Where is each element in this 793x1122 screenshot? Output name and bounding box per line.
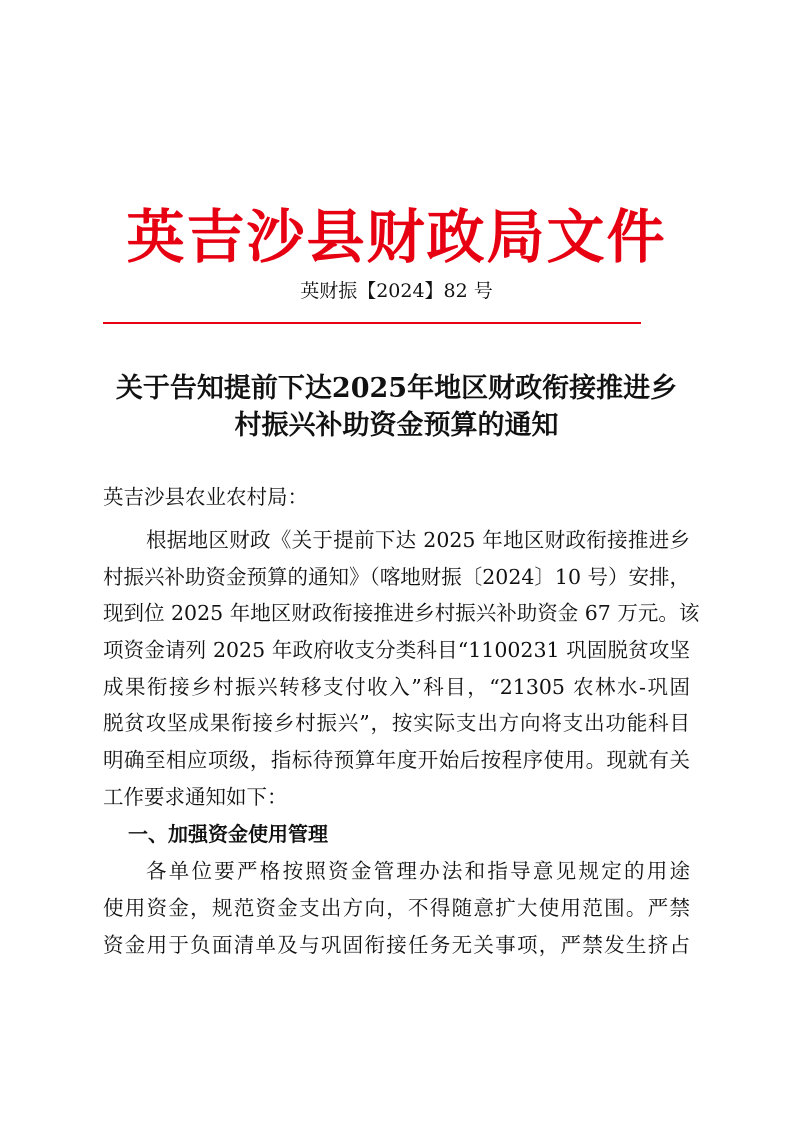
document-title-line-2: 村振兴补助资金预算的通知 (234, 410, 559, 441)
paragraph-line: 工作要求通知如下： (103, 785, 288, 809)
paragraph-line: 成果衔接乡村振兴转移支付收入”科目，“21305 农林水-巩固 (103, 675, 690, 699)
paragraph-line: 村振兴补助资金预算的通知》（喀地财振〔2024〕10 号）安排， (103, 565, 691, 589)
document-title-line-1: 关于告知提前下达2025年地区财政衔接推进乡 (115, 373, 678, 404)
paragraph-line: 现到位 2025 年地区财政衔接推进乡村振兴补助资金 67 万元。该 (103, 601, 700, 625)
paragraph-line: 项资金请列 2025 年政府收支分类科目“1100231 巩固脱贫攻坚 (103, 638, 690, 662)
addressee: 英吉沙县农业农村局： (103, 485, 308, 509)
paragraph-line: 使用资金，规范资金支出方向，不得随意扩大使用范围。严禁 (103, 896, 690, 920)
paragraph-line: 脱贫攻坚成果衔接乡村振兴”，按实际支出方向将支出功能科目 (103, 711, 690, 735)
section-heading: 一、加强资金使用管理 (128, 822, 328, 846)
paragraph-line: 资金用于负面清单及与巩固衔接任务无关事项，严禁发生挤占 (103, 933, 690, 957)
document-number: 英财振【2024】82 号 (300, 280, 493, 302)
red-divider (103, 322, 641, 324)
paragraph-line: 明确至相应项级，指标待预算年度开始后按程序使用。现就有关 (103, 748, 690, 772)
issuer-header: 英吉沙县财政局文件 (126, 203, 667, 271)
paragraph-line: 根据地区财政《关于提前下达 2025 年地区财政衔接推进乡 (146, 528, 690, 552)
paragraph-line: 各单位要严格按照资金管理办法和指导意见规定的用途 (146, 859, 690, 883)
